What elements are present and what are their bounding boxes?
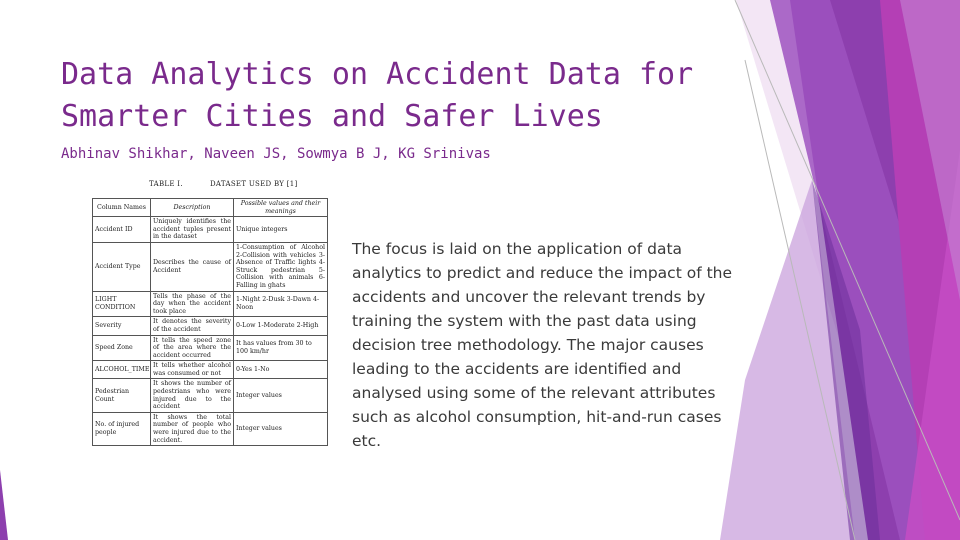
header-column-names: Column Names: [93, 199, 151, 217]
cell-column-name: Speed Zone: [93, 335, 151, 361]
header-possible-values: Possible values and their meanings: [234, 199, 328, 217]
cell-column-name: Accident ID: [93, 217, 151, 243]
cell-description: It tells the speed zone of the area where the accident occurred: [151, 335, 234, 361]
cell-description: It tells whether alcohol was consumed or not: [151, 361, 234, 379]
table-caption-title: DATASET USED BY [1]: [210, 180, 298, 188]
cell-column-name: LIGHT CONDITION: [93, 291, 151, 317]
table-row: [93, 217, 328, 243]
cell-values: Integer values: [234, 379, 328, 412]
cell-description: Tells the phase of the day when the accident took place: [151, 291, 234, 317]
cell-column-name: Accident Type: [93, 242, 151, 291]
summary-paragraph: The focus is laid on the application of data analytics to predict and reduce the impact of the accidents and uncover the relevant trends by training the system with the past data using decision tree methodology. The major causes leading to the accidents are identified and analysed using some of the relevant attributes such as alcohol consumption, hit-and-run cases etc.: [352, 240, 733, 450]
cell-column-name: Severity: [93, 317, 151, 335]
dataset-table: [92, 198, 328, 446]
table-row: [93, 317, 328, 335]
cell-description: It denotes the severity of the accident: [151, 317, 234, 335]
cell-column-name: No. of injured people: [93, 412, 151, 445]
table-caption-label: TABLE I.: [149, 180, 183, 188]
table-row: [93, 291, 328, 317]
cell-values: 0-Yes 1-No: [234, 361, 328, 379]
cell-values: It has values from 30 to 100 km/hr: [234, 335, 328, 361]
slide-title: Data Analytics on Accident Data for Smarter Cities and Safer Lives: [61, 57, 694, 134]
slide-authors: Abhinav Shikhar, Naveen JS, Sowmya B J, KG Srinivas: [61, 146, 491, 162]
header-description: Description: [151, 199, 234, 217]
cell-values: 1-Consumption of Alcohol 2-Collision with vehicles 3-Absence of Traffic lights 4-Struck pedestrian 5-Collision with animals 6-Falling in ghats: [234, 242, 328, 291]
cell-description: Describes the cause of Accident: [151, 242, 234, 291]
table-row: [93, 412, 328, 445]
table-row: [93, 361, 328, 379]
cell-description: It shows the total number of people who were injured due to the accident.: [151, 412, 234, 445]
cell-column-name: ALCOHOL_TIME: [93, 361, 151, 379]
cell-column-name: Pedestrian Count: [93, 379, 151, 412]
cell-values: 1-Night 2-Dusk 3-Dawn 4-Noon: [234, 291, 328, 317]
cell-description: It shows the number of pedestrians who were injured due to the accident: [151, 379, 234, 412]
deco-bottom-left-wedge: [0, 470, 8, 540]
cell-values: 0-Low 1-Moderate 2-High: [234, 317, 328, 335]
cell-description: Uniquely identifies the accident tuples present in the dataset: [151, 217, 234, 243]
cell-values: Unique integers: [234, 217, 328, 243]
table-row: [93, 379, 328, 412]
table-row: [93, 242, 328, 291]
table-header-row: [93, 199, 328, 217]
cell-values: Integer values: [234, 412, 328, 445]
table-row: [93, 335, 328, 361]
